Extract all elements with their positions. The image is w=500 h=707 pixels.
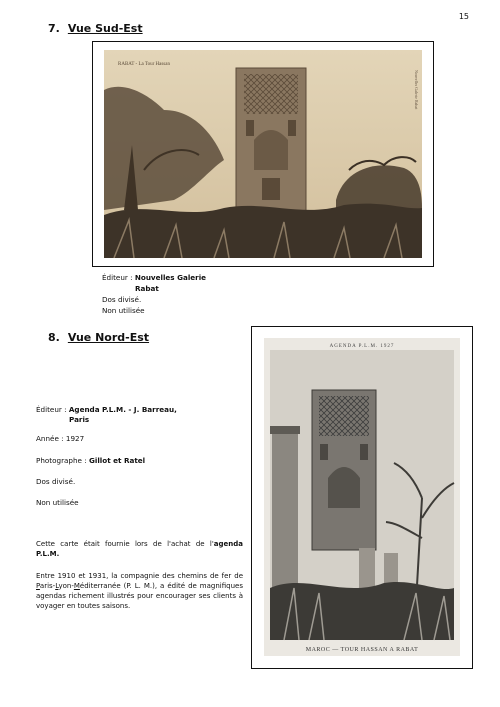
postcard-8-image: [264, 338, 460, 656]
section-7-title: Vue Sud-Est: [67, 22, 143, 35]
page-number: 15: [458, 12, 469, 21]
section-8-dos: Dos divisé.: [36, 477, 76, 486]
section-8-year: Année : 1927: [36, 434, 85, 443]
section-8-editor: Éditeur : Agenda P.L.M. - J. Barreau,: [36, 405, 177, 414]
postcard-7-frame: [92, 41, 434, 267]
postcard-7-side-text: Nouvelles Galerie Rabat: [414, 70, 419, 110]
section-7-usage: Non utilisée: [102, 306, 145, 315]
section-8-photographer: Photographe : Gillot et Ratel: [36, 456, 146, 465]
section-8-note: Cette carte était fournie lors de l'achat de l'agenda P.L.M.: [36, 540, 243, 558]
section-7-dos: Dos divisé.: [102, 295, 142, 304]
section-8-editor-city: Paris: [69, 415, 90, 424]
postcard-8-header: AGENDA P.L.M. 1927: [329, 344, 395, 349]
section-7-heading: [48, 22, 143, 35]
section-7-number: 7.: [48, 22, 60, 35]
section-8-number: 8.: [48, 331, 60, 344]
section-8-history: Entre 1910 et 1931, la compagnie des chemins de fer de Paris-Lyon-Méditerranée (P. L. M.), a édité de magnifiques agendas richement illustrés pour encourager ses clients à voyager en toutes saisons.: [36, 572, 243, 610]
section-8-usage: Non utilisée: [36, 498, 79, 507]
postcard-7-caption: RABAT - La Tour Hassan: [118, 62, 170, 67]
postcard-7-image: [104, 50, 422, 258]
section-7-editor-city: Rabat: [135, 284, 159, 293]
section-8-heading: [48, 331, 149, 344]
section-7-editor: Éditeur : Nouvelles Galerie: [102, 273, 207, 282]
postcard-8-caption: MAROC — TOUR HASSAN A RABAT: [305, 647, 419, 653]
section-8-title: Vue Nord-Est: [67, 331, 150, 344]
postcard-8-frame: [251, 326, 473, 669]
